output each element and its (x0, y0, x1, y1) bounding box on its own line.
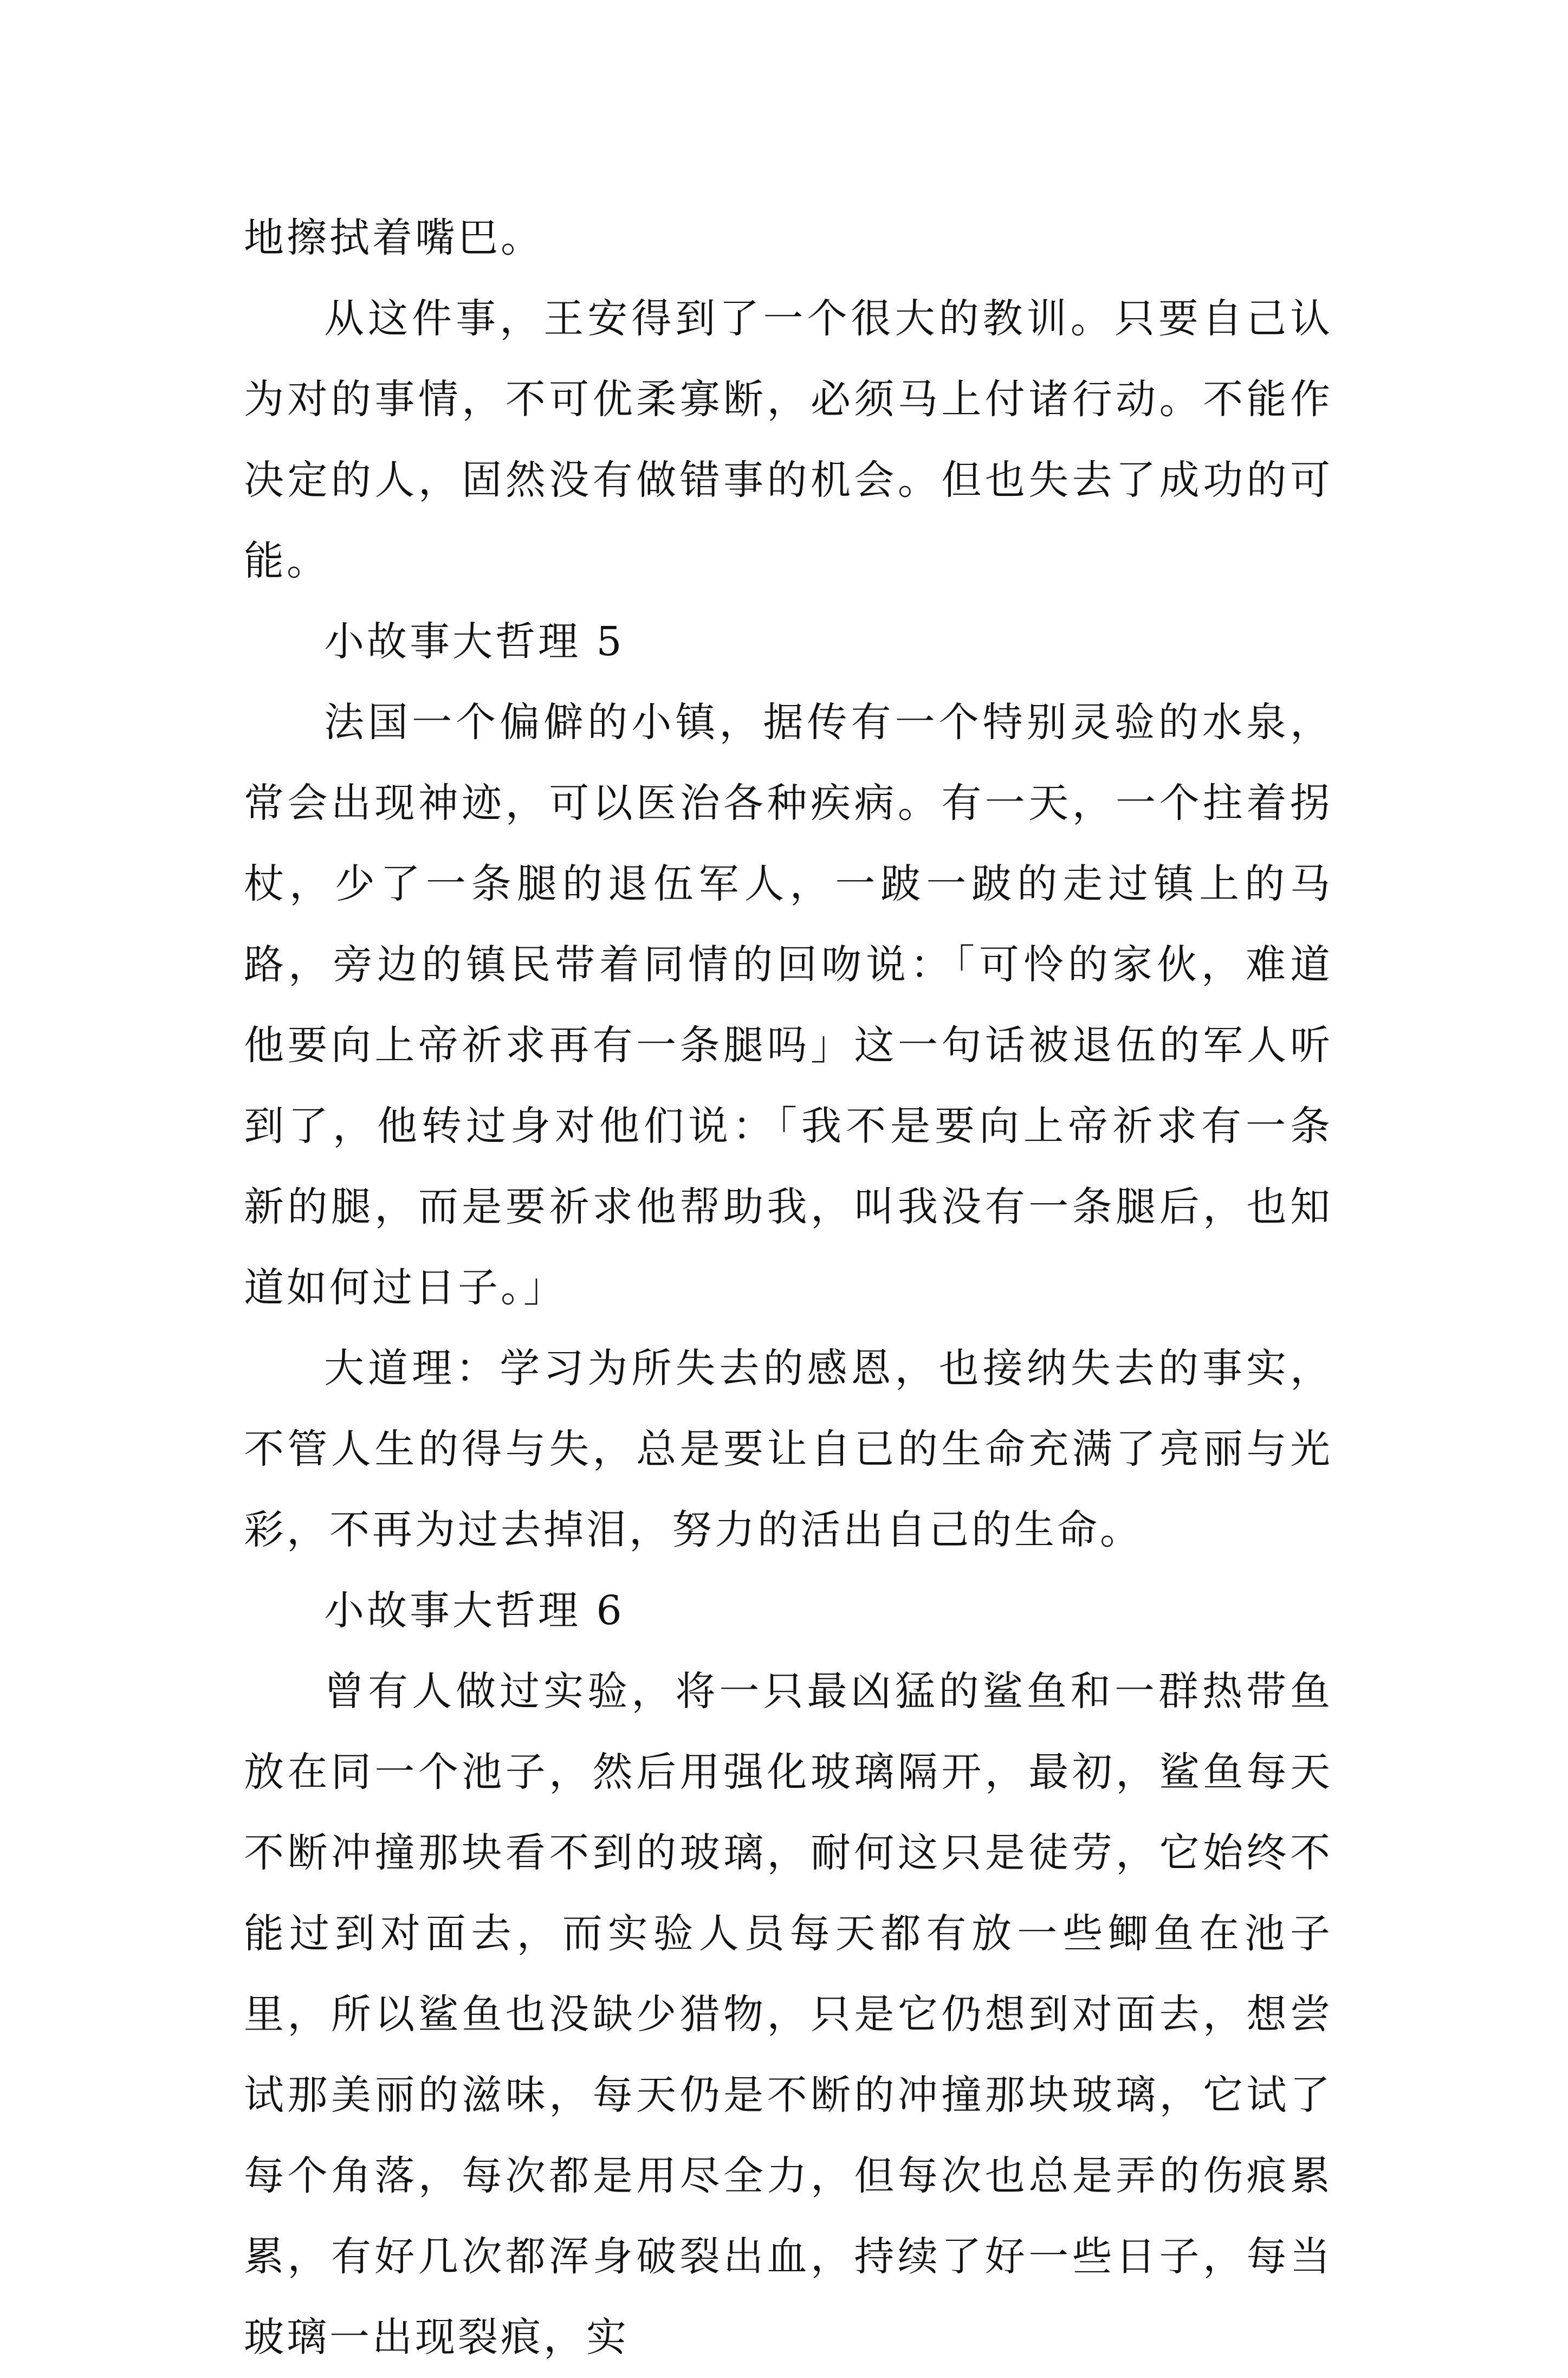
document-body (244, 198, 1333, 2378)
paragraph-moral-5: 大道理：学习为所失去的感恩，也接纳失去的事实，不管人生的得与失，总是要让自已的生命充满了亮丽与光彩，不再为过去掉泪，努力的活出自己的生命。 (244, 1345, 1333, 1553)
paragraph-story-6: 曾有人做过实验，将一只最凶猛的鲨鱼和一群热带鱼放在同一个池子，然后用强化玻璃隔开，最初，鲨鱼每天不断冲撞那块看不到的玻璃，耐何这只是徒劳，它始终不能过到对面去，而实验人员每天都有放一些鲫鱼在池子里，所以鲨鱼也没缺少猎物，只是它仍想到对面去，想尝试那美丽的滋味，每天仍是不断的冲撞那块玻璃，它试了每个角落，每次都是用尽全力，但每次也总是弄的伤痕累累，有好几次都浑身破裂出血，持续了好一些日子，每当玻璃一出现裂痕，实 (244, 1668, 1333, 2361)
story-heading-5: 小故事大哲理 5 (324, 618, 625, 665)
paragraph-story-5: 法国一个偏僻的小镇，据传有一个特别灵验的水泉，常会出现神迹，可以医治各种疾病。有一天，一个拄着拐杖，少了一条腿的退伍军人，一跛一跛的走过镇上的马路，旁边的镇民带着同情的回吻说：「可怜的家伙，难道他要向上帝祈求再有一条腿吗」这一句话被退伍的军人听到了，他转过身对他们说：「我不是要向上帝祈求有一条新的腿，而是要祈求他帮助我，叫我没有一条腿后，也知道如何过日子。」 (244, 699, 1333, 1311)
paragraph-continued: 地擦拭着嘴巴。 (244, 215, 543, 261)
story-heading-6: 小故事大哲理 6 (324, 1587, 625, 1634)
paragraph-lesson: 从这件事，王安得到了一个很大的教训。只要自己认为对的事情，不可优柔寡断，必须马上付诸行动。不能作决定的人，固然没有做错事的机会。但也失去了成功的可能。 (244, 295, 1333, 584)
